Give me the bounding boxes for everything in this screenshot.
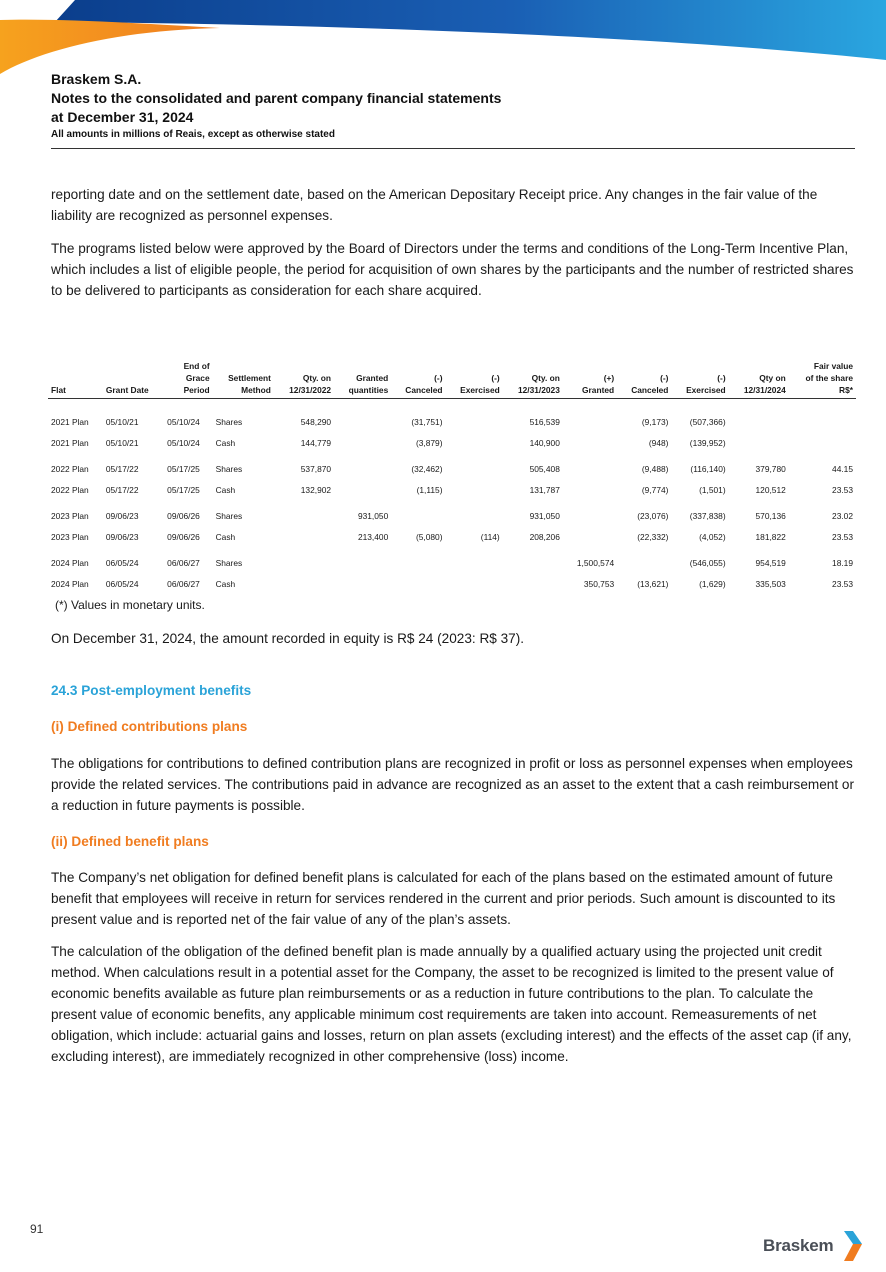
table-cell <box>563 411 617 432</box>
table-cell: 379,780 <box>755 463 786 474</box>
header-divider <box>51 148 855 149</box>
document-subtitle: All amounts in millions of Reais, except as otherwise stated <box>51 129 335 140</box>
column-header-line: Exercised <box>460 385 500 395</box>
table-cell: (13,621) <box>637 578 669 589</box>
column-header-13 <box>789 360 856 399</box>
table-row <box>48 573 856 594</box>
table-cell: (948) <box>648 437 669 448</box>
braskem-logo <box>763 1230 863 1262</box>
table-spacer <box>48 399 856 412</box>
column-header-9 <box>563 360 617 399</box>
table-cell: (139,952) <box>689 437 726 448</box>
column-header-line: Canceled <box>631 385 669 395</box>
table-cell: Shares <box>215 463 243 474</box>
table-row <box>48 432 856 453</box>
table-cell <box>563 526 617 547</box>
table-cell: Cash <box>215 578 236 589</box>
table-cell: 09/06/26 <box>167 510 200 521</box>
table-cell <box>563 479 617 500</box>
table-cell: 2023 Plan <box>51 531 89 542</box>
table-cell <box>446 552 503 573</box>
table-cell <box>789 432 856 453</box>
table-cell <box>503 573 563 594</box>
table-cell: (9,774) <box>641 484 669 495</box>
table-cell <box>334 552 391 573</box>
table-cell: 132,902 <box>300 484 332 495</box>
column-header-line: Fair value <box>813 361 853 371</box>
column-header-2 <box>164 360 212 399</box>
column-header-line: 12/31/2023 <box>517 385 560 395</box>
table-cell: 44.15 <box>832 463 853 474</box>
column-header-line: Granted <box>582 385 615 395</box>
table-cell <box>446 432 503 453</box>
table-body <box>48 399 856 595</box>
paragraph-2: The programs listed below were approved by the Board of Directors under the terms and conditions of the Long-Term Incentive Plan, which includes a list of eligible people, the period for acquisition of own shares by the participants and the number of restricted shares to be delivered to participants as consideration for each share acquired. <box>51 241 854 298</box>
column-header-1 <box>103 360 164 399</box>
column-header-line: Method <box>241 385 271 395</box>
table-cell: (31,751) <box>411 416 443 427</box>
table-cell: 09/06/23 <box>105 510 139 521</box>
column-header-4 <box>274 360 334 399</box>
column-header-line: (-) <box>717 373 726 383</box>
table-cell: 350,753 <box>583 578 615 589</box>
table-cell: 06/06/27 <box>167 578 200 589</box>
table-cell: 06/05/24 <box>105 578 139 589</box>
table-cell: 931,050 <box>529 510 560 521</box>
table-cell: (546,055) <box>689 557 726 568</box>
table-cell: 18.19 <box>832 557 853 568</box>
column-header-line: Period <box>183 385 210 395</box>
page-number: 91 <box>30 1222 44 1236</box>
table-cell: (3,879) <box>415 437 443 448</box>
paragraph-3: On December 31, 2024, the amount recorded in equity is R$ 24 (2023: R$ 37). <box>51 631 525 646</box>
column-header-line: Flat <box>51 385 66 395</box>
table-cell <box>729 411 789 432</box>
table-row <box>48 411 856 432</box>
table-header-row <box>48 360 856 399</box>
table-cell: Cash <box>215 484 236 495</box>
column-header-line: 12/31/2022 <box>289 385 332 395</box>
table-footnote: (*) Values in monetary units. <box>55 598 205 612</box>
table-cell: 2024 Plan <box>51 578 89 589</box>
table-cell <box>274 505 334 526</box>
column-header-3 <box>213 360 274 399</box>
table-cell: 537,870 <box>300 463 332 474</box>
table-cell: 213,400 <box>357 531 389 542</box>
table-cell: 140,900 <box>529 437 560 448</box>
document-date: at December 31, 2024 <box>51 109 194 125</box>
table-cell: (23,076) <box>637 510 669 521</box>
table-cell: 06/06/27 <box>167 557 200 568</box>
document-title: Notes to the consolidated and parent company financial statements <box>51 90 502 106</box>
table-cell <box>503 552 563 573</box>
table-cell <box>617 552 671 573</box>
table-cell: 2022 Plan <box>51 484 89 495</box>
table-cell: 05/17/22 <box>105 484 139 495</box>
table-cell: 09/06/23 <box>105 531 139 542</box>
table-cell: 144,779 <box>300 437 332 448</box>
column-header-line: (-) <box>491 373 500 383</box>
table-cell: Cash <box>215 531 236 542</box>
table-cell <box>391 552 445 573</box>
table-cell: 05/17/25 <box>167 463 200 474</box>
table-cell <box>446 458 503 479</box>
table-cell <box>334 479 391 500</box>
section-heading: 24.3 Post-employment benefits <box>51 683 252 698</box>
column-header-8 <box>503 360 563 399</box>
subheading-defined-contributions: (i) Defined contributions plans <box>51 719 248 734</box>
table-cell <box>274 552 334 573</box>
table-cell <box>563 458 617 479</box>
table-cell: 06/05/24 <box>105 557 139 568</box>
table-cell: (507,366) <box>689 416 726 427</box>
table-cell: 335,503 <box>755 578 786 589</box>
table-cell: 2023 Plan <box>51 510 89 521</box>
column-header-line: End of <box>183 361 210 371</box>
table-cell <box>334 411 391 432</box>
table-cell <box>446 479 503 500</box>
column-header-line: of the share <box>805 373 853 383</box>
table-cell: 931,050 <box>357 510 389 521</box>
paragraph-4: The obligations for contributions to defined contribution plans are recognized in profit or loss as personnel expenses when employees provide the related services. The contributions paid in advance are recognized as an asset to the extent that a cash reimbursement or a reduction in future payments is possible. <box>51 756 854 813</box>
table-cell: 05/10/21 <box>105 437 139 448</box>
column-header-line: (+) <box>603 373 615 383</box>
table-cell: 05/10/24 <box>167 416 200 427</box>
header-banner <box>0 0 886 80</box>
table-cell: 548,290 <box>300 416 332 427</box>
column-header-7 <box>446 360 503 399</box>
table-row <box>48 552 856 573</box>
table-cell: 2022 Plan <box>51 463 89 474</box>
logo-chevron-icon <box>840 1230 864 1262</box>
table-cell <box>446 573 503 594</box>
table-cell: Shares <box>215 510 243 521</box>
column-header-0 <box>48 360 103 399</box>
paragraph-6: The calculation of the obligation of the defined benefit plan is made annually by a qualified actuary using the projected unit credit method. When calculations result in a potential asset for the Company, the asset to be recognized is limited to the present value of economic benefits available as future plan reimbursements or as a reduction in future contributions to the plan. To calculate the present value of economic benefits, any applicable minimum cost requirements are taken into account. Remeasurements of net obligation, which include: actuarial gains and losses, return on plan assets (excluding interest) and the effects of the asset cap (if any, excluding interest), are immediately recognized in other comprehensive (loss) income. <box>51 944 852 1064</box>
document-header <box>51 70 855 142</box>
logo-wordmark: Braskem <box>763 1236 834 1255</box>
table-cell <box>446 505 503 526</box>
table-cell: (337,838) <box>689 510 726 521</box>
table-cell: Cash <box>215 437 236 448</box>
column-header-12 <box>729 360 789 399</box>
table-cell: 05/17/25 <box>167 484 200 495</box>
table-cell: 570,136 <box>755 510 786 521</box>
table-cell: 2021 Plan <box>51 437 89 448</box>
table-cell: 05/10/21 <box>105 416 139 427</box>
table-cell <box>446 411 503 432</box>
column-header-11 <box>671 360 728 399</box>
column-header-line: Qty on <box>759 373 786 383</box>
subheading-defined-benefit: (ii) Defined benefit plans <box>51 834 209 849</box>
table-cell: 09/06/26 <box>167 531 200 542</box>
table-cell <box>334 432 391 453</box>
table-cell: (1,501) <box>699 484 726 495</box>
table-cell: (1,115) <box>416 484 443 495</box>
table-cell: 23.53 <box>832 578 853 589</box>
table-cell: (22,332) <box>637 531 669 542</box>
table-cell <box>334 573 391 594</box>
table-cell: 131,787 <box>529 484 560 495</box>
column-header-line: Canceled <box>405 385 443 395</box>
table-cell: 23.53 <box>832 531 853 542</box>
table-cell: 516,539 <box>529 416 560 427</box>
column-header-line: Qty. on <box>302 373 332 383</box>
table-cell: Shares <box>215 416 243 427</box>
spacer-cell <box>48 399 856 412</box>
table-cell: 23.53 <box>832 484 853 495</box>
table-cell: 954,519 <box>755 557 786 568</box>
column-header-line: Grace <box>185 373 210 383</box>
column-header-line: Granted <box>356 373 389 383</box>
company-name: Braskem S.A. <box>51 71 142 87</box>
table-cell <box>391 573 445 594</box>
table-cell: 181,822 <box>755 531 786 542</box>
column-header-line: 12/31/2024 <box>743 385 786 395</box>
table-cell: 23.02 <box>832 510 853 521</box>
table-cell: 2021 Plan <box>51 416 89 427</box>
column-header-5 <box>334 360 391 399</box>
table-row <box>48 526 856 547</box>
table-cell <box>729 432 789 453</box>
column-header-6 <box>391 360 445 399</box>
column-header-line: (-) <box>660 373 669 383</box>
table-cell: (9,488) <box>641 463 669 474</box>
table-cell <box>789 411 856 432</box>
column-header-line: (-) <box>434 373 443 383</box>
table-cell <box>274 526 334 547</box>
table-row <box>48 458 856 479</box>
column-header-line: Grant Date <box>105 385 149 395</box>
table-cell <box>563 505 617 526</box>
table-cell: (1,629) <box>699 578 726 589</box>
table-cell: 208,206 <box>529 531 560 542</box>
table-cell <box>391 505 445 526</box>
table-row <box>48 479 856 500</box>
column-header-line: R$* <box>839 385 853 395</box>
table-cell <box>274 573 334 594</box>
table-cell: 05/10/24 <box>167 437 200 448</box>
table-cell: 505,408 <box>529 463 560 474</box>
column-header-line: quantities <box>348 385 389 395</box>
table-cell: (116,140) <box>690 463 726 474</box>
column-header-line: Qty. on <box>531 373 560 383</box>
table-cell: (9,173) <box>641 416 669 427</box>
column-header-line: Exercised <box>686 385 726 395</box>
table-cell: (32,462) <box>411 463 443 474</box>
table-cell: 120,512 <box>755 484 786 495</box>
column-header-10 <box>617 360 671 399</box>
table-cell <box>334 458 391 479</box>
table-cell: 05/17/22 <box>105 463 139 474</box>
table-cell: 2024 Plan <box>51 557 89 568</box>
table-cell: 1,500,574 <box>576 557 615 568</box>
table-row <box>48 505 856 526</box>
table-cell: (114) <box>480 531 500 542</box>
paragraph-5: The Company’s net obligation for defined benefit plans is calculated for each of the plans based on the estimated amount of future benefit that employees will receive in return for services rendered in the current and prior periods. Such amount is discounted to its present value and is reported net of the fair value of any of the plan’s assets. <box>51 870 836 927</box>
paragraph-1: reporting date and on the settlement date, based on the American Depositary Receipt price. Any changes in the fair value of the liability are recognized as personnel expenses. <box>51 187 818 223</box>
table-cell: Shares <box>215 557 243 568</box>
table-cell: (4,052) <box>699 531 726 542</box>
incentive-plan-table <box>48 360 856 594</box>
table-cell <box>563 432 617 453</box>
table-cell: (5,080) <box>415 531 443 542</box>
column-header-line: Settlement <box>228 373 271 383</box>
